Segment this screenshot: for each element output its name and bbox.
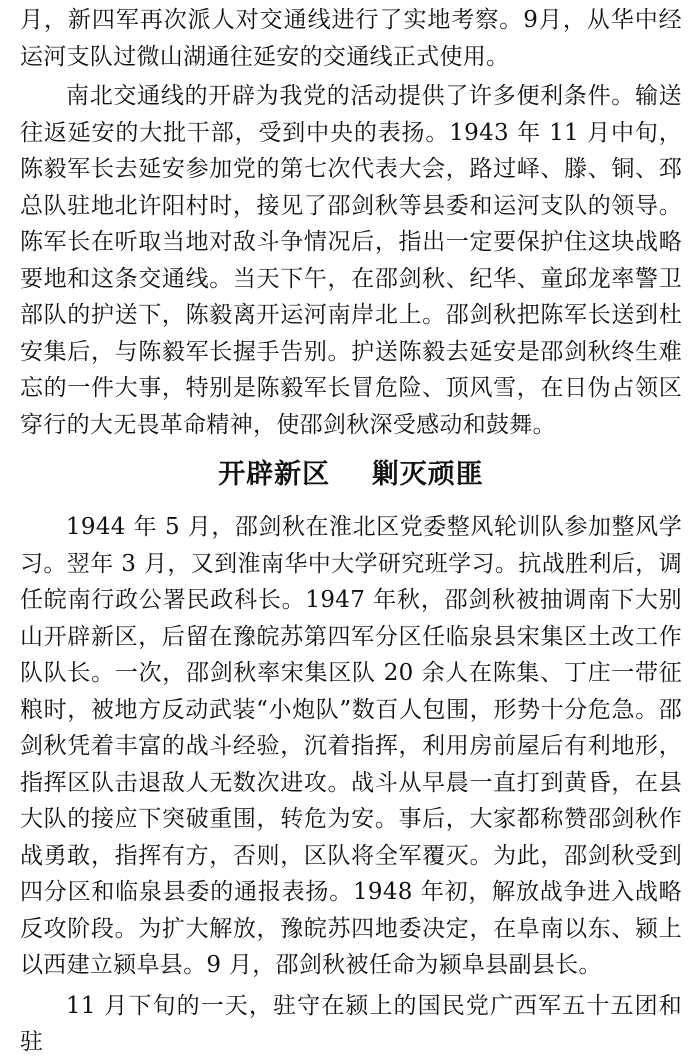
section-heading: 开辟新区 剿灭顽匪: [218, 459, 484, 490]
paragraph-chen-yi-escort: 南北交通线的开辟为我党的活动提供了许多便利条件。输送往返延安的大批干部，受到中央的表扬。1943 年 11 月中旬，陈毅军长去延安参加党的第七次代表大会，路过峄、滕、铜、邳总队驻地北许阳村时，接见了邵剑秋等县委和运河支队的领导。陈军长在听取当地对敌斗争情况后，指出一定要保护住这块战略要地和这条交通线。当天下午，在邵剑秋、纪华、童邱龙率警卫部队的护送下，陈毅离开运河南岸北上。邵剑秋把陈军长送到杜安集后，与陈毅军长握手告别。护送陈毅去延安是邵剑秋终生难忘的一件大事，特别是陈毅军长冒危险、顶风雪，在日伪占领区穿行的大无畏革命精神，使邵剑秋深受感动和鼓舞。: [20, 83, 682, 438]
paragraph-november: 11 月下旬的一天，驻守在颍上的国民党广西军五十五团和驻: [20, 992, 682, 1055]
paragraph-continuation: 月，新四军再次派人对交通线进行了实地考察。9月，从华中经运河支队过微山湖通往延安的交通线正式使用。: [20, 7, 682, 70]
paragraph-new-district: 1944 年 5 月，邵剑秋在淮北区党委整风轮训队参加整风学习。翌年 3 月，又到淮南华中大学研究班学习。抗战胜利后，调任皖南行政公署民政科长。1947 年秋，邵剑秋被抽调南下大别山开辟新区，后留在豫皖苏第四军分区任临泉县宋集区土改工作队队长。一次，邵剑秋率宋集区队 20 余人在陈集、丁庄一带征粮时，被地方反动武装“小炮队”数百人包围，形势十分危急。邵剑秋凭着丰富的战斗经验，沉着指挥，利用房前屋后有利地形，指挥区队击退敌人无数次进攻。战斗从早晨一直打到黄昏，在县大队的接应下突破重围，转危为安。事后，大家都称赞邵剑秋作战勇敢，指挥有方，否则，区队将全军覆灭。为此，邵剑秋受到四分区和临泉县委的通报表扬。1948 年初，解放战争进入战略反攻阶段。为扩大解放，豫皖苏四地委决定，在阜南以东、颍上以西建立颍阜县。9 月，邵剑秋被任命为颍阜县副县长。: [20, 514, 682, 978]
